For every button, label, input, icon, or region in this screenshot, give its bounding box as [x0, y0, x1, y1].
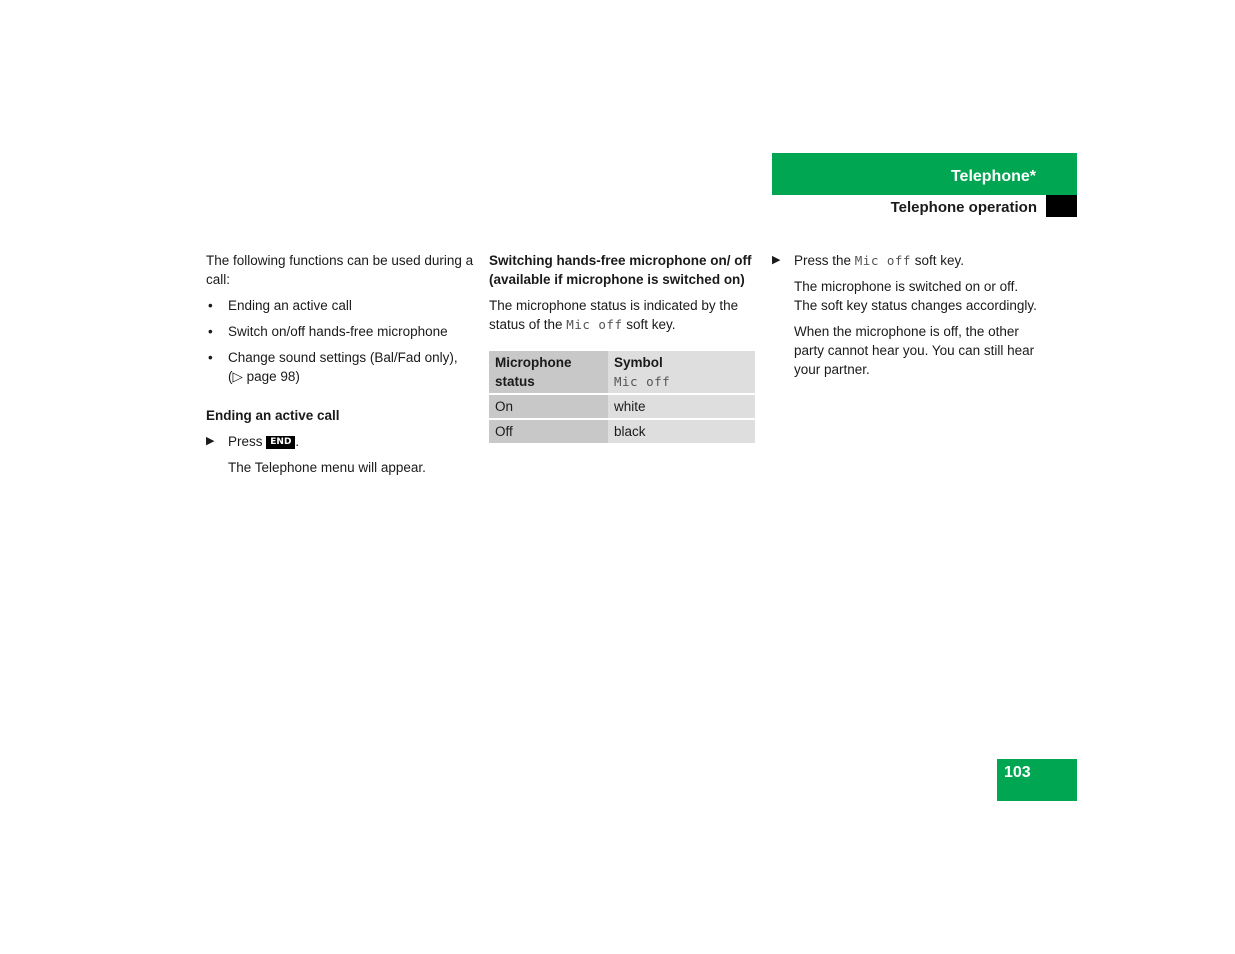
step-note: When the microphone is off, the other party cannot hear you. You can still hear your partner. [794, 324, 1035, 377]
list-item: • Change sound settings (Bal/Fad only), (▷ page 98) [208, 350, 458, 384]
column-2 [489, 251, 755, 445]
instruction-step: ▶ Press the Mic off soft key. [772, 253, 964, 268]
symbol-softkey-label: Mic off [614, 374, 671, 389]
list-item: • Switch on/off hands-free microphone [208, 324, 448, 339]
table-cell-status: On [489, 395, 608, 418]
table-header-row [489, 351, 755, 393]
page-reference[interactable]: (▷ page 98) [228, 369, 300, 384]
instruction-step: ▶ Press END . [206, 434, 300, 449]
step-result: The microphone is switched on or off. The soft key status changes accordingly. [794, 279, 1037, 313]
column-1 [206, 251, 474, 484]
list-item: • Ending an active call [208, 298, 352, 313]
subsection-marker [1046, 195, 1077, 217]
table-cell-symbol: white [608, 395, 755, 418]
triangle-right-icon: ▶ [772, 254, 781, 266]
table-cell-status: Off [489, 420, 608, 443]
intro-text: The following functions can be used during a call: [206, 253, 474, 287]
softkey-label: Mic off [566, 317, 623, 332]
subsection-title: Telephone operation [890, 199, 1037, 216]
microphone-heading: Switching hands-free microphone on/ off (available if microphone is switched on) [489, 253, 752, 287]
table-row [489, 420, 755, 443]
column-header-status: Microphone status [489, 351, 608, 393]
bullet-dot-icon: • [208, 298, 213, 313]
table-row [489, 395, 755, 418]
function-list [206, 296, 474, 386]
bullet-dot-icon: • [208, 350, 213, 365]
column-3 [772, 251, 1040, 386]
section-title: Telephone* [950, 168, 1036, 185]
column-header-symbol: Symbol Mic off [608, 351, 755, 393]
microphone-status-text: The microphone status is indicated by the status of the Mic off soft key. [489, 298, 739, 332]
page-number: 103 [1004, 764, 1031, 781]
table-cell-symbol: black [608, 420, 755, 443]
end-key-icon: END [266, 436, 295, 449]
triangle-right-icon: ▶ [206, 435, 215, 447]
microphone-status-table [489, 349, 755, 445]
step-result: The Telephone menu will appear. [228, 460, 426, 475]
bullet-dot-icon: • [208, 324, 213, 339]
ending-call-heading: Ending an active call [206, 408, 340, 423]
softkey-label: Mic off [854, 253, 911, 268]
